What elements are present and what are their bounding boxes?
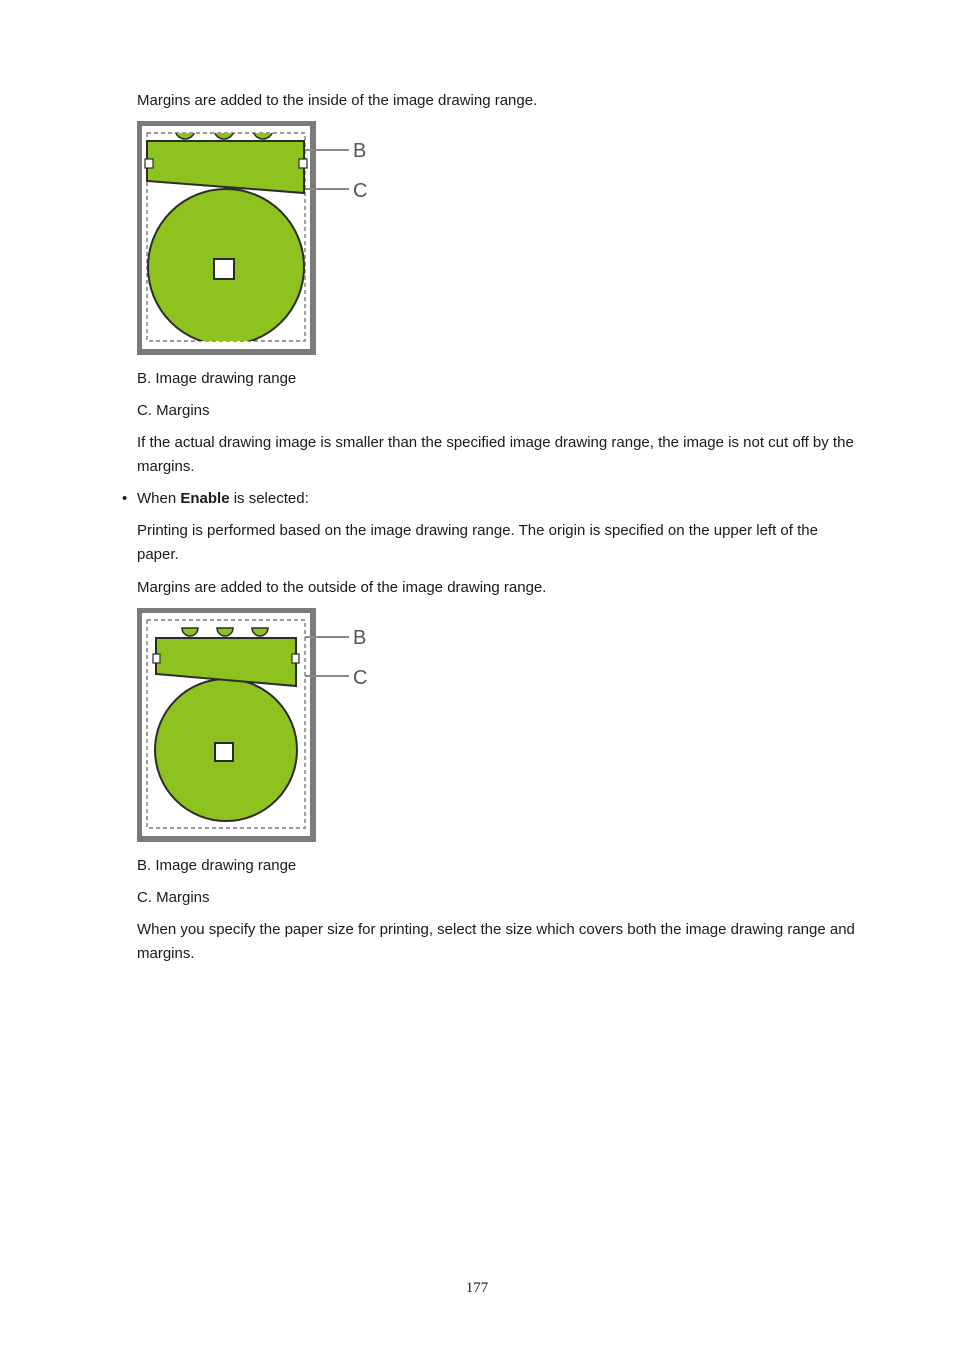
label-b: B (353, 140, 367, 162)
inside-intro-text: Margins are added to the inside of the image drawing range. (137, 92, 538, 109)
enable-bold: Enable (180, 490, 230, 507)
label-c: C (353, 180, 368, 202)
printing-based-text: Printing is performed based on the image drawing range. The origin is specified on the upper left of the paper. (137, 522, 818, 563)
fig2-caption-c: C. Margins (137, 889, 210, 906)
banner-notch-left (145, 159, 153, 168)
diagram-outside (137, 608, 377, 842)
enable-suffix: is selected: (229, 490, 309, 507)
figure-margins-inside (137, 121, 377, 355)
diagram-inside (137, 121, 377, 355)
fig2-caption-b: B. Image drawing range (137, 857, 297, 874)
center-hole (214, 259, 234, 279)
enable-prefix: When (137, 490, 181, 507)
enable-bullet-item (137, 487, 309, 511)
page-number: 177 (465, 1280, 489, 1296)
banner-notch-right (292, 654, 299, 663)
fig1-caption-c: C. Margins (137, 402, 210, 419)
figure-margins-outside (137, 608, 377, 842)
not-cut-text: If the actual drawing image is smaller than the specified image drawing range, the image is not cut off by the margins. (137, 434, 854, 475)
outside-intro-text: Margins are added to the outside of the image drawing range. (137, 579, 547, 596)
semicircle-marks (182, 628, 268, 636)
center-hole (215, 743, 233, 761)
label-c: C (353, 667, 368, 689)
label-b: B (353, 627, 367, 649)
paper-size-text: When you specify the paper size for printing, select the size which covers both the image drawing range and margins. (137, 921, 855, 962)
fig1-caption-b: B. Image drawing range (137, 370, 297, 387)
banner-notch-right (299, 159, 307, 168)
banner-notch-left (153, 654, 160, 663)
bullet-marker: • (122, 490, 128, 507)
